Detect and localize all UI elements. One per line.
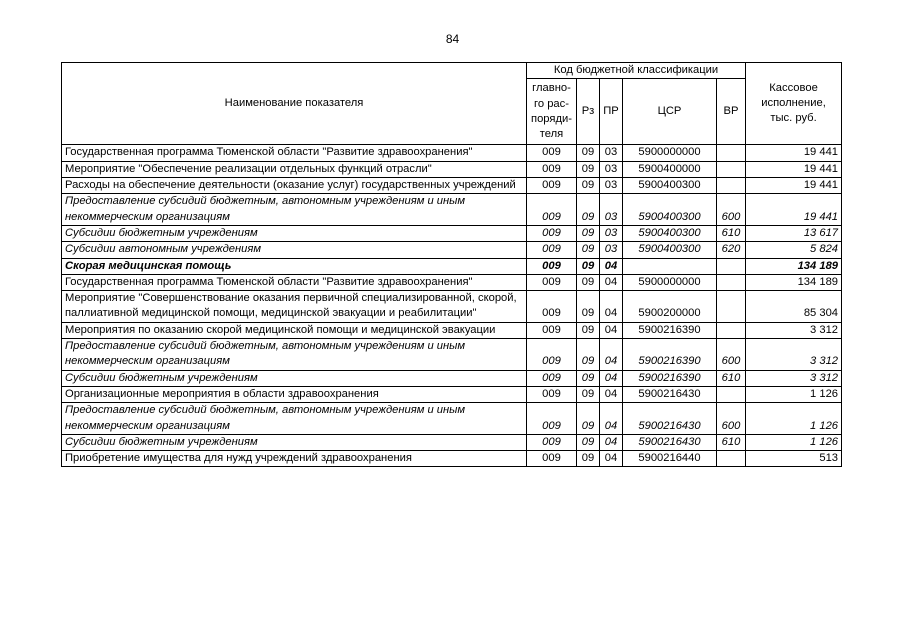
row-rz: 09 [577,274,600,290]
row-name: Субсидии автономным учреждениям [62,242,527,258]
row-vr [717,161,746,177]
table-row [62,322,842,338]
row-vr: 600 [717,403,746,435]
row-vr [717,386,746,402]
row-pr: 04 [600,339,623,371]
row-rz: 09 [577,242,600,258]
table-row [62,339,842,371]
row-name: Предоставление субсидий бюджетным, автономным учреждениям и иным некоммерческим организациям [62,403,527,435]
row-name: Скорая медицинская помощь [62,258,527,274]
row-pr: 04 [600,370,623,386]
row-name: Мероприятие "Совершенствование оказания первичной специализированной, скорой, паллиативной медицинской помощи, медицинской эвакуации и реабилитации" [62,291,527,323]
row-vr: 610 [717,370,746,386]
row-glavn: 009 [527,225,577,241]
row-sum: 513 [746,451,842,467]
row-csr: 5900400300 [623,242,717,258]
header-glavn [527,79,577,145]
row-rz: 09 [577,194,600,226]
row-glavn: 009 [527,242,577,258]
row-pr: 03 [600,145,623,161]
row-csr: 5900216390 [623,322,717,338]
row-sum: 3 312 [746,370,842,386]
row-glavn: 009 [527,322,577,338]
row-pr: 04 [600,403,623,435]
header-glavn-line: го рас- [534,97,569,110]
row-sum: 19 441 [746,194,842,226]
row-sum: 85 304 [746,291,842,323]
row-vr [717,322,746,338]
row-csr: 5900400000 [623,161,717,177]
row-pr: 04 [600,258,623,274]
table-row [62,194,842,226]
row-glavn: 009 [527,370,577,386]
row-glavn: 009 [527,274,577,290]
row-rz: 09 [577,451,600,467]
table-row [62,386,842,402]
row-rz: 09 [577,258,600,274]
row-vr [717,451,746,467]
row-csr: 5900400300 [623,178,717,194]
page-number: 84 [445,32,460,46]
row-name: Мероприятия по оказанию скорой медицинской помощи и медицинской эвакуации [62,322,527,338]
row-vr [717,258,746,274]
table-header [62,63,842,145]
row-name: Субсидии бюджетным учреждениям [62,434,527,450]
row-sum: 134 189 [746,274,842,290]
row-vr [717,178,746,194]
row-glavn: 009 [527,194,577,226]
table-row [62,434,842,450]
row-rz: 09 [577,291,600,323]
row-glavn: 009 [527,451,577,467]
row-csr: 5900216440 [623,451,717,467]
row-csr: 5900000000 [623,145,717,161]
row-vr [717,291,746,323]
row-name: Субсидии бюджетным учреждениям [62,225,527,241]
row-vr: 620 [717,242,746,258]
row-pr: 03 [600,225,623,241]
row-name: Расходы на обеспечение деятельности (оказание услуг) государственных учреждений [62,178,527,194]
row-glavn: 009 [527,434,577,450]
row-pr: 03 [600,194,623,226]
row-glavn: 009 [527,403,577,435]
row-pr: 03 [600,242,623,258]
row-glavn: 009 [527,291,577,323]
row-rz: 09 [577,322,600,338]
header-vr: ВР [717,79,746,145]
row-pr: 04 [600,451,623,467]
row-name: Мероприятие "Обеспечение реализации отдельных функций отрасли" [62,161,527,177]
header-pr: ПР [600,79,623,145]
row-sum: 3 312 [746,339,842,371]
row-pr: 03 [600,178,623,194]
row-pr: 04 [600,274,623,290]
table-body [62,145,842,467]
row-glavn: 009 [527,178,577,194]
row-name: Организационные мероприятия в области здравоохранения [62,386,527,402]
row-pr: 04 [600,322,623,338]
row-rz: 09 [577,145,600,161]
row-csr: 5900216430 [623,403,717,435]
table-row [62,370,842,386]
header-name: Наименование показателя [62,63,527,145]
header-kassa-line: исполнение, [761,97,826,110]
row-rz: 09 [577,178,600,194]
row-csr: 5900400300 [623,194,717,226]
header-kod: Код бюджетной классификации [527,63,746,79]
row-sum: 3 312 [746,322,842,338]
row-pr: 03 [600,161,623,177]
row-vr: 600 [717,194,746,226]
row-pr: 04 [600,434,623,450]
row-vr [717,145,746,161]
row-name: Предоставление субсидий бюджетным, автономным учреждениям и иным некоммерческим организациям [62,339,527,371]
row-sum: 1 126 [746,386,842,402]
row-csr: 5900216390 [623,370,717,386]
row-rz: 09 [577,403,600,435]
row-sum: 13 617 [746,225,842,241]
row-csr: 5900400300 [623,225,717,241]
row-rz: 09 [577,225,600,241]
header-rz: Рз [577,79,600,145]
header-kassa-line: тыс. руб. [770,112,817,125]
row-csr: 5900000000 [623,274,717,290]
row-csr: 5900200000 [623,291,717,323]
row-sum: 19 441 [746,161,842,177]
table-row [62,178,842,194]
row-rz: 09 [577,386,600,402]
row-glavn: 009 [527,161,577,177]
row-csr: 5900216390 [623,339,717,371]
row-pr: 04 [600,291,623,323]
table-row [62,145,842,161]
header-glavn-line: главно- [532,82,571,95]
header-glavn-line: поряди- [531,112,572,125]
budget-table [61,62,842,467]
row-glavn: 009 [527,339,577,371]
row-rz: 09 [577,339,600,371]
header-kassa [746,63,842,145]
row-sum: 19 441 [746,178,842,194]
row-csr [623,258,717,274]
row-glavn: 009 [527,386,577,402]
row-name: Субсидии бюджетным учреждениям [62,370,527,386]
table-row [62,403,842,435]
row-sum: 1 126 [746,403,842,435]
table-row [62,291,842,323]
table-row [62,242,842,258]
row-vr [717,274,746,290]
header-glavn-line: теля [539,128,564,141]
table-row [62,451,842,467]
row-sum: 5 824 [746,242,842,258]
row-rz: 09 [577,161,600,177]
row-vr: 610 [717,434,746,450]
row-sum: 1 126 [746,434,842,450]
row-csr: 5900216430 [623,434,717,450]
row-vr: 600 [717,339,746,371]
table-row [62,225,842,241]
header-csr: ЦСР [623,79,717,145]
table-row [62,258,842,274]
table-row [62,274,842,290]
header-kassa-line: Кассовое [769,81,818,94]
row-vr: 610 [717,225,746,241]
row-glavn: 009 [527,258,577,274]
row-name: Государственная программа Тюменской области "Развитие здравоохранения" [62,274,527,290]
row-name: Предоставление субсидий бюджетным, автономным учреждениям и иным некоммерческим организациям [62,194,527,226]
row-name: Приобретение имущества для нужд учреждений здравоохранения [62,451,527,467]
row-csr: 5900216430 [623,386,717,402]
row-pr: 04 [600,386,623,402]
row-sum: 134 189 [746,258,842,274]
row-glavn: 009 [527,145,577,161]
row-name: Государственная программа Тюменской области "Развитие здравоохранения" [62,145,527,161]
row-rz: 09 [577,434,600,450]
row-rz: 09 [577,370,600,386]
row-sum: 19 441 [746,145,842,161]
table-row [62,161,842,177]
